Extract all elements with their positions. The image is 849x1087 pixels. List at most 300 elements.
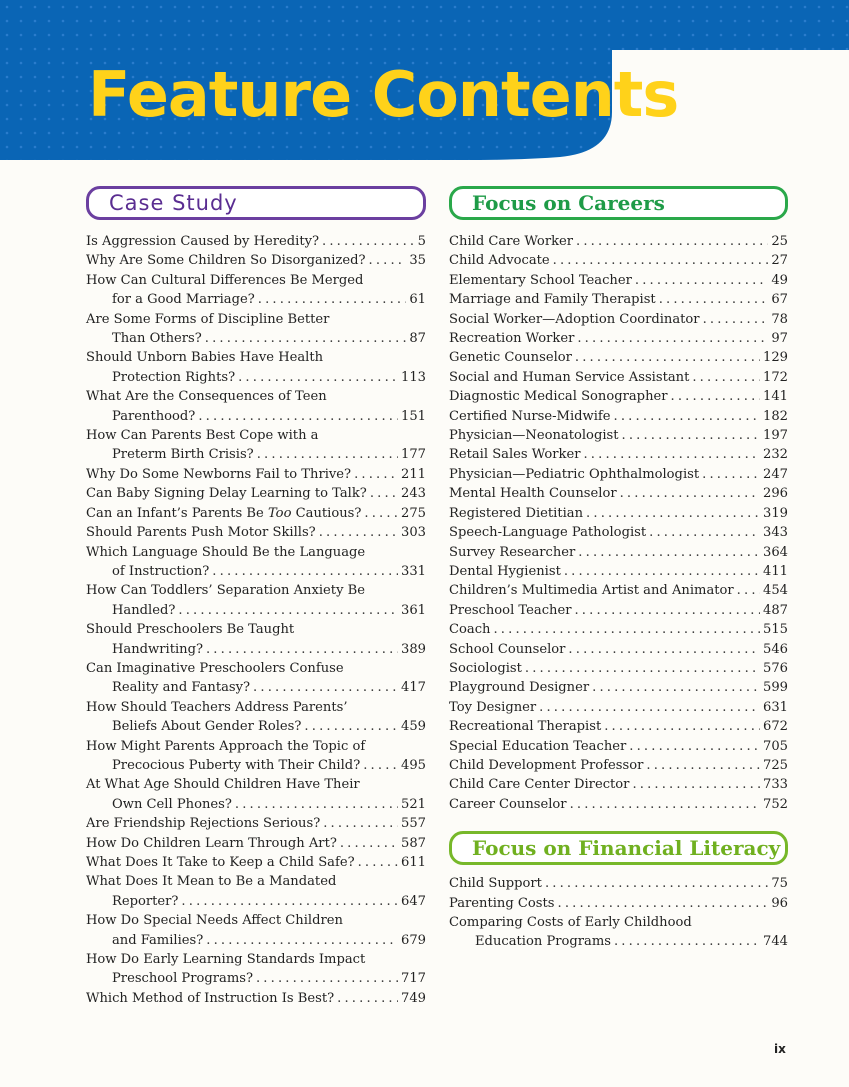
toc-entry[interactable] bbox=[449, 426, 788, 445]
dot-leader bbox=[232, 795, 398, 814]
dot-leader bbox=[699, 465, 760, 484]
dot-leader bbox=[617, 484, 760, 503]
toc-entry[interactable] bbox=[86, 737, 426, 776]
entry-page-number: 647 bbox=[401, 893, 426, 909]
dot-leader bbox=[320, 814, 398, 833]
entry-last-line bbox=[449, 678, 788, 697]
entry-title: Sociologist bbox=[449, 660, 522, 676]
entry-title: Which Method of Instruction Is Best? bbox=[86, 990, 335, 1006]
toc-entry[interactable] bbox=[86, 659, 426, 698]
toc-entry[interactable] bbox=[449, 620, 788, 639]
entry-title-line: What Does It Mean to Be a Mandated bbox=[86, 874, 337, 890]
toc-entry[interactable] bbox=[449, 290, 788, 309]
toc-entry[interactable] bbox=[449, 698, 788, 717]
toc-entry[interactable] bbox=[449, 562, 788, 581]
entry-title: Reality and Fantasy? bbox=[112, 680, 251, 696]
entry-title: Mental Health Counselor bbox=[449, 486, 617, 502]
toc-entry[interactable] bbox=[86, 348, 426, 387]
entry-title: Should Parents Push Motor Skills? bbox=[86, 525, 316, 541]
financial-list bbox=[449, 874, 788, 952]
entry-title-line: How Can Parents Best Cope with a bbox=[86, 428, 319, 444]
dot-leader bbox=[656, 290, 769, 309]
toc-entry[interactable] bbox=[449, 465, 788, 484]
entry-last-line bbox=[86, 640, 426, 659]
dot-leader bbox=[361, 504, 398, 523]
entry-page-number: 587 bbox=[401, 835, 426, 851]
toc-entry[interactable] bbox=[449, 678, 788, 697]
entry-title: Speech-Language Pathologist bbox=[449, 525, 647, 541]
toc-entry[interactable] bbox=[86, 426, 426, 465]
dot-leader bbox=[571, 601, 760, 620]
dot-leader bbox=[202, 329, 407, 348]
toc-entry[interactable] bbox=[449, 913, 788, 952]
entry-title: Parenting Costs bbox=[449, 895, 555, 911]
entry-page-number: 172 bbox=[763, 369, 788, 385]
toc-entry[interactable] bbox=[449, 795, 788, 814]
entry-page-number: 454 bbox=[763, 583, 788, 599]
dot-leader bbox=[203, 640, 398, 659]
dot-leader bbox=[255, 290, 407, 309]
dot-leader bbox=[195, 407, 398, 426]
toc-entry[interactable] bbox=[449, 737, 788, 756]
entry-page-number: 177 bbox=[401, 447, 426, 463]
dot-leader bbox=[619, 426, 761, 445]
entry-page-number: 733 bbox=[763, 777, 788, 793]
toc-entry[interactable] bbox=[86, 698, 426, 737]
entry-title: Preterm Birth Crisis? bbox=[112, 447, 254, 463]
entry-title: Physician—Neonatologist bbox=[449, 428, 619, 444]
entry-last-line bbox=[449, 348, 788, 367]
dot-leader bbox=[572, 348, 760, 367]
entry-page-number: 25 bbox=[771, 234, 788, 249]
entry-page-number: 599 bbox=[763, 680, 788, 696]
entry-title: and Families? bbox=[112, 932, 204, 948]
dot-leader bbox=[611, 932, 760, 951]
entry-title: Genetic Counselor bbox=[449, 350, 572, 366]
entry-last-line bbox=[86, 407, 426, 426]
dot-leader bbox=[235, 368, 398, 387]
toc-entry[interactable] bbox=[449, 756, 788, 775]
toc-entry[interactable] bbox=[86, 310, 426, 349]
entry-page-number: 752 bbox=[763, 796, 788, 812]
toc-entry[interactable] bbox=[449, 775, 788, 794]
toc-entry[interactable] bbox=[86, 950, 426, 989]
entry-page-number: 631 bbox=[763, 699, 788, 715]
entry-last-line bbox=[449, 737, 788, 756]
entry-last-line bbox=[86, 504, 426, 523]
dot-leader bbox=[254, 445, 398, 464]
entry-page-number: 744 bbox=[763, 934, 788, 950]
entry-title: Why Do Some Newborns Fail to Thrive? bbox=[86, 466, 352, 482]
entry-last-line bbox=[449, 698, 788, 717]
toc-entry[interactable] bbox=[449, 543, 788, 562]
toc-entry[interactable] bbox=[86, 989, 426, 1008]
case-study-heading-box bbox=[86, 186, 426, 220]
entry-title: Retail Sales Worker bbox=[449, 447, 581, 463]
entry-last-line bbox=[449, 271, 788, 290]
entry-page-number: 75 bbox=[771, 876, 788, 892]
entry-page-number: 243 bbox=[401, 486, 426, 502]
entry-page-number: 495 bbox=[401, 757, 426, 773]
entry-page-number: 303 bbox=[401, 525, 426, 541]
right-column bbox=[449, 186, 788, 952]
toc-entry[interactable] bbox=[449, 717, 788, 736]
toc-entry[interactable] bbox=[449, 659, 788, 678]
entry-title-line: Can Imaginative Preschoolers Confuse bbox=[86, 660, 344, 676]
toc-entry[interactable] bbox=[86, 620, 426, 659]
entry-last-line bbox=[449, 795, 788, 814]
toc-entry[interactable] bbox=[86, 465, 426, 484]
entry-last-line bbox=[86, 834, 426, 853]
toc-entry[interactable] bbox=[449, 484, 788, 503]
entry-title: Coach bbox=[449, 622, 491, 638]
entry-title: Child Support bbox=[449, 876, 542, 892]
dot-leader bbox=[632, 271, 768, 290]
entry-page-number: 576 bbox=[763, 660, 788, 676]
toc-entry[interactable] bbox=[449, 407, 788, 426]
entry-title: of Instruction? bbox=[112, 563, 210, 579]
entry-page-number: 487 bbox=[763, 602, 788, 618]
entry-page-number: 521 bbox=[401, 796, 426, 812]
dot-leader bbox=[689, 368, 760, 387]
careers-heading: Focus on Careers bbox=[472, 191, 665, 215]
entry-title-line: How Should Teachers Address Parents’ bbox=[86, 699, 348, 715]
dot-leader bbox=[319, 232, 415, 251]
entry-last-line bbox=[449, 874, 788, 893]
toc-entry[interactable] bbox=[449, 348, 788, 367]
toc-entry[interactable] bbox=[86, 387, 426, 426]
dot-leader bbox=[351, 465, 398, 484]
entry-page-number: 725 bbox=[763, 757, 788, 773]
entry-page-number: 211 bbox=[401, 466, 426, 482]
entry-title-line: Are Some Forms of Discipline Better bbox=[86, 311, 330, 327]
entry-last-line bbox=[449, 232, 788, 251]
entry-title-line: How Might Parents Approach the Topic of bbox=[86, 738, 366, 754]
entry-last-line bbox=[449, 465, 788, 484]
entry-last-line bbox=[86, 795, 426, 814]
entry-title: Recreational Therapist bbox=[449, 719, 602, 735]
entry-page-number: 364 bbox=[763, 544, 788, 560]
entry-title: Toy Designer bbox=[449, 699, 537, 715]
toc-entry[interactable] bbox=[449, 310, 788, 329]
toc-entry[interactable] bbox=[86, 504, 426, 523]
careers-list bbox=[449, 232, 788, 814]
entry-title: Playground Designer bbox=[449, 680, 590, 696]
entry-last-line bbox=[86, 717, 426, 736]
dot-leader bbox=[203, 931, 398, 950]
entry-page-number: 247 bbox=[763, 466, 788, 482]
entry-page-number: 35 bbox=[409, 253, 426, 269]
entry-last-line bbox=[449, 387, 788, 406]
toc-entry[interactable] bbox=[449, 329, 788, 348]
entry-last-line bbox=[86, 445, 426, 464]
toc-entry[interactable] bbox=[86, 775, 426, 814]
entry-page-number: 749 bbox=[401, 990, 426, 1006]
entry-title: for a Good Marriage? bbox=[112, 292, 255, 308]
toc-entry[interactable] bbox=[86, 484, 426, 503]
financial-heading: Focus on Financial Literacy bbox=[472, 836, 781, 861]
entry-page-number: 67 bbox=[771, 292, 788, 308]
toc-entry[interactable] bbox=[86, 271, 426, 310]
entry-page-number: 459 bbox=[401, 719, 426, 735]
entry-title-line: How Can Toddlers’ Separation Anxiety Be bbox=[86, 583, 365, 599]
toc-entry[interactable] bbox=[449, 232, 788, 251]
entry-title: Can Baby Signing Delay Learning to Talk? bbox=[86, 486, 367, 502]
dot-leader bbox=[575, 543, 760, 562]
dot-leader bbox=[555, 894, 769, 913]
entry-title: Can an Infant’s Parents Be Too Cautious? bbox=[86, 505, 362, 521]
dot-leader bbox=[629, 775, 760, 794]
entry-title: Recreation Worker bbox=[449, 331, 575, 347]
dot-leader bbox=[561, 562, 760, 581]
entry-last-line bbox=[86, 601, 426, 620]
entry-page-number: 361 bbox=[401, 602, 426, 618]
toc-entry[interactable] bbox=[86, 853, 426, 872]
entry-title: Physician—Pediatric Ophthalmologist bbox=[449, 466, 700, 482]
toc-entry[interactable] bbox=[449, 251, 788, 270]
entry-page-number: 96 bbox=[771, 895, 788, 911]
entry-title: Are Friendship Rejections Serious? bbox=[86, 816, 321, 832]
entry-last-line bbox=[449, 368, 788, 387]
entry-last-line bbox=[449, 251, 788, 270]
entry-page-number: 331 bbox=[401, 563, 426, 579]
toc-entry[interactable] bbox=[86, 251, 426, 270]
dot-leader bbox=[580, 445, 760, 464]
entry-title: What Does It Take to Keep a Child Safe? bbox=[86, 855, 355, 870]
entry-page-number: 275 bbox=[401, 505, 426, 521]
toc-entry[interactable] bbox=[86, 581, 426, 620]
entry-last-line bbox=[449, 581, 788, 600]
entry-page-number: 343 bbox=[763, 525, 788, 541]
entry-page-number: 78 bbox=[771, 311, 788, 327]
entry-last-line bbox=[86, 814, 426, 833]
dot-leader bbox=[253, 969, 398, 988]
dot-leader bbox=[209, 562, 398, 581]
entry-page-number: 611 bbox=[401, 855, 426, 870]
entry-last-line bbox=[86, 989, 426, 1008]
toc-entry[interactable] bbox=[449, 387, 788, 406]
dot-leader bbox=[700, 310, 769, 329]
dot-leader bbox=[589, 678, 760, 697]
toc-entry[interactable] bbox=[86, 872, 426, 911]
entry-title: Elementary School Teacher bbox=[449, 272, 632, 288]
toc-entry[interactable] bbox=[86, 232, 426, 251]
entry-title-line: How Do Early Learning Standards Impact bbox=[86, 952, 366, 968]
entry-page-number: 417 bbox=[401, 680, 426, 696]
entry-title-line: Comparing Costs of Early Childhood bbox=[449, 915, 692, 930]
dot-leader bbox=[355, 853, 398, 872]
entry-title: Dental Hygienist bbox=[449, 563, 561, 579]
toc-entry[interactable] bbox=[449, 368, 788, 387]
entry-page-number: 319 bbox=[763, 505, 788, 521]
dot-leader bbox=[301, 717, 398, 736]
entry-last-line bbox=[86, 853, 426, 872]
entry-last-line bbox=[449, 659, 788, 678]
entry-title-line: How Do Special Needs Affect Children bbox=[86, 913, 343, 929]
entry-page-number: 672 bbox=[763, 719, 788, 735]
entry-last-line bbox=[86, 969, 426, 988]
entry-page-number: 27 bbox=[771, 253, 788, 269]
entry-title: Education Programs bbox=[475, 934, 611, 950]
toc-entry[interactable] bbox=[449, 504, 788, 523]
entry-title: Child Care Center Director bbox=[449, 777, 630, 793]
entry-title: Diagnostic Medical Sonographer bbox=[449, 389, 668, 405]
entry-title: Handwriting? bbox=[112, 641, 203, 657]
toc-entry[interactable] bbox=[86, 911, 426, 950]
entry-title: Handled? bbox=[112, 602, 176, 618]
entry-last-line bbox=[86, 290, 426, 309]
dot-leader bbox=[583, 504, 760, 523]
careers-heading-box bbox=[449, 186, 788, 220]
entry-last-line bbox=[86, 678, 426, 697]
entry-last-line bbox=[449, 484, 788, 503]
toc-entry[interactable] bbox=[86, 834, 426, 853]
entry-last-line bbox=[449, 310, 788, 329]
entry-title: Protection Rights? bbox=[112, 369, 236, 385]
toc-entry[interactable] bbox=[86, 523, 426, 542]
entry-title: School Counselor bbox=[449, 641, 566, 657]
entry-page-number: 411 bbox=[763, 563, 788, 579]
entry-last-line bbox=[449, 932, 788, 951]
dot-leader bbox=[367, 484, 398, 503]
entry-page-number: 515 bbox=[763, 622, 788, 638]
toc-entry[interactable] bbox=[86, 814, 426, 833]
dot-leader bbox=[573, 232, 768, 251]
toc-entry[interactable] bbox=[449, 523, 788, 542]
dot-leader bbox=[626, 737, 760, 756]
entry-title: Registered Dietitian bbox=[449, 505, 584, 521]
case-study-column bbox=[86, 186, 426, 1008]
entry-title: Than Others? bbox=[112, 331, 202, 347]
entry-last-line bbox=[86, 892, 426, 911]
dot-leader bbox=[360, 756, 398, 775]
entry-page-number: 296 bbox=[763, 486, 788, 502]
entry-page-number: 557 bbox=[401, 816, 426, 832]
dot-leader bbox=[178, 892, 398, 911]
dot-leader bbox=[536, 698, 760, 717]
page-title: Feature Contents bbox=[88, 58, 679, 131]
toc-entry[interactable] bbox=[449, 640, 788, 659]
dot-leader bbox=[734, 581, 760, 600]
toc-entry[interactable] bbox=[449, 601, 788, 620]
dot-leader bbox=[316, 523, 398, 542]
entry-last-line bbox=[86, 562, 426, 581]
entry-last-line bbox=[449, 894, 788, 913]
entry-title: Marriage and Family Therapist bbox=[449, 292, 656, 308]
entry-title: Social Worker—Adoption Coordinator bbox=[449, 311, 700, 327]
entry-title-line: How Can Cultural Differences Be Merged bbox=[86, 272, 364, 288]
dot-leader bbox=[250, 678, 398, 697]
emphasis-text: Too bbox=[267, 505, 292, 521]
entry-title: Child Development Professor bbox=[449, 757, 644, 773]
entry-last-line bbox=[449, 504, 788, 523]
entry-page-number: 389 bbox=[401, 641, 426, 657]
entry-title: Child Advocate bbox=[449, 253, 550, 269]
dot-leader bbox=[574, 329, 768, 348]
entry-page-number: 129 bbox=[763, 350, 788, 366]
toc-entry[interactable] bbox=[449, 894, 788, 913]
dot-leader bbox=[522, 659, 760, 678]
entry-last-line bbox=[449, 601, 788, 620]
entry-page-number: 5 bbox=[417, 234, 426, 249]
dot-leader bbox=[175, 601, 398, 620]
entry-title-line: Should Preschoolers Be Taught bbox=[86, 622, 295, 638]
entry-title: Certified Nurse-Midwife bbox=[449, 408, 611, 424]
header-banner bbox=[0, 0, 849, 160]
entry-page-number: 679 bbox=[401, 932, 426, 948]
page-number: ix bbox=[774, 1042, 786, 1056]
entry-last-line bbox=[86, 251, 426, 270]
dot-leader bbox=[565, 640, 760, 659]
entry-title: Special Education Teacher bbox=[449, 738, 627, 754]
entry-last-line bbox=[449, 290, 788, 309]
toc-entry[interactable] bbox=[449, 445, 788, 464]
entry-title: Precocious Puberty with Their Child? bbox=[112, 757, 361, 773]
entry-title-line: What Are the Consequences of Teen bbox=[86, 389, 327, 405]
entry-page-number: 197 bbox=[763, 428, 788, 444]
entry-last-line bbox=[449, 329, 788, 348]
entry-page-number: 49 bbox=[771, 272, 788, 288]
dot-leader bbox=[490, 620, 760, 639]
entry-page-number: 705 bbox=[763, 738, 788, 754]
dot-leader bbox=[550, 251, 769, 270]
entry-title: Preschool Teacher bbox=[449, 602, 572, 618]
entry-title: How Do Children Learn Through Art? bbox=[86, 835, 337, 851]
toc-entry[interactable] bbox=[449, 581, 788, 600]
entry-last-line bbox=[86, 484, 426, 503]
entry-title: Is Aggression Caused by Heredity? bbox=[86, 234, 320, 249]
toc-entry[interactable] bbox=[86, 543, 426, 582]
dot-leader bbox=[366, 251, 407, 270]
entry-title-line: Should Unborn Babies Have Health bbox=[86, 350, 324, 366]
entry-last-line bbox=[86, 329, 426, 348]
entry-page-number: 113 bbox=[401, 369, 426, 385]
entry-last-line bbox=[449, 756, 788, 775]
financial-heading-box bbox=[449, 831, 788, 865]
entry-last-line bbox=[449, 717, 788, 736]
entry-title: Social and Human Service Assistant bbox=[449, 369, 690, 385]
entry-title: Child Care Worker bbox=[449, 234, 574, 249]
entry-page-number: 182 bbox=[763, 408, 788, 424]
entry-title: Reporter? bbox=[112, 893, 179, 909]
entry-last-line bbox=[449, 775, 788, 794]
entry-page-number: 232 bbox=[763, 447, 788, 463]
entry-last-line bbox=[86, 931, 426, 950]
entry-title: Children’s Multimedia Artist and Animator bbox=[449, 583, 734, 599]
dot-leader bbox=[567, 795, 760, 814]
entry-last-line bbox=[449, 426, 788, 445]
entry-title-line: Which Language Should Be the Language bbox=[86, 544, 366, 560]
entry-last-line bbox=[449, 407, 788, 426]
dot-leader bbox=[646, 523, 760, 542]
entry-last-line bbox=[449, 543, 788, 562]
toc-entry[interactable] bbox=[449, 271, 788, 290]
dot-leader bbox=[542, 874, 768, 893]
entry-page-number: 87 bbox=[409, 331, 426, 347]
entry-last-line bbox=[86, 465, 426, 484]
toc-entry[interactable] bbox=[449, 874, 788, 893]
case-study-heading: Case Study bbox=[109, 191, 238, 215]
entry-last-line bbox=[86, 368, 426, 387]
entry-title: Career Counselor bbox=[449, 796, 567, 812]
entry-last-line bbox=[449, 523, 788, 542]
entry-last-line bbox=[449, 445, 788, 464]
entry-page-number: 141 bbox=[763, 389, 788, 405]
entry-page-number: 61 bbox=[409, 292, 426, 308]
dot-leader bbox=[643, 756, 760, 775]
entry-last-line bbox=[86, 756, 426, 775]
dot-leader bbox=[337, 834, 398, 853]
